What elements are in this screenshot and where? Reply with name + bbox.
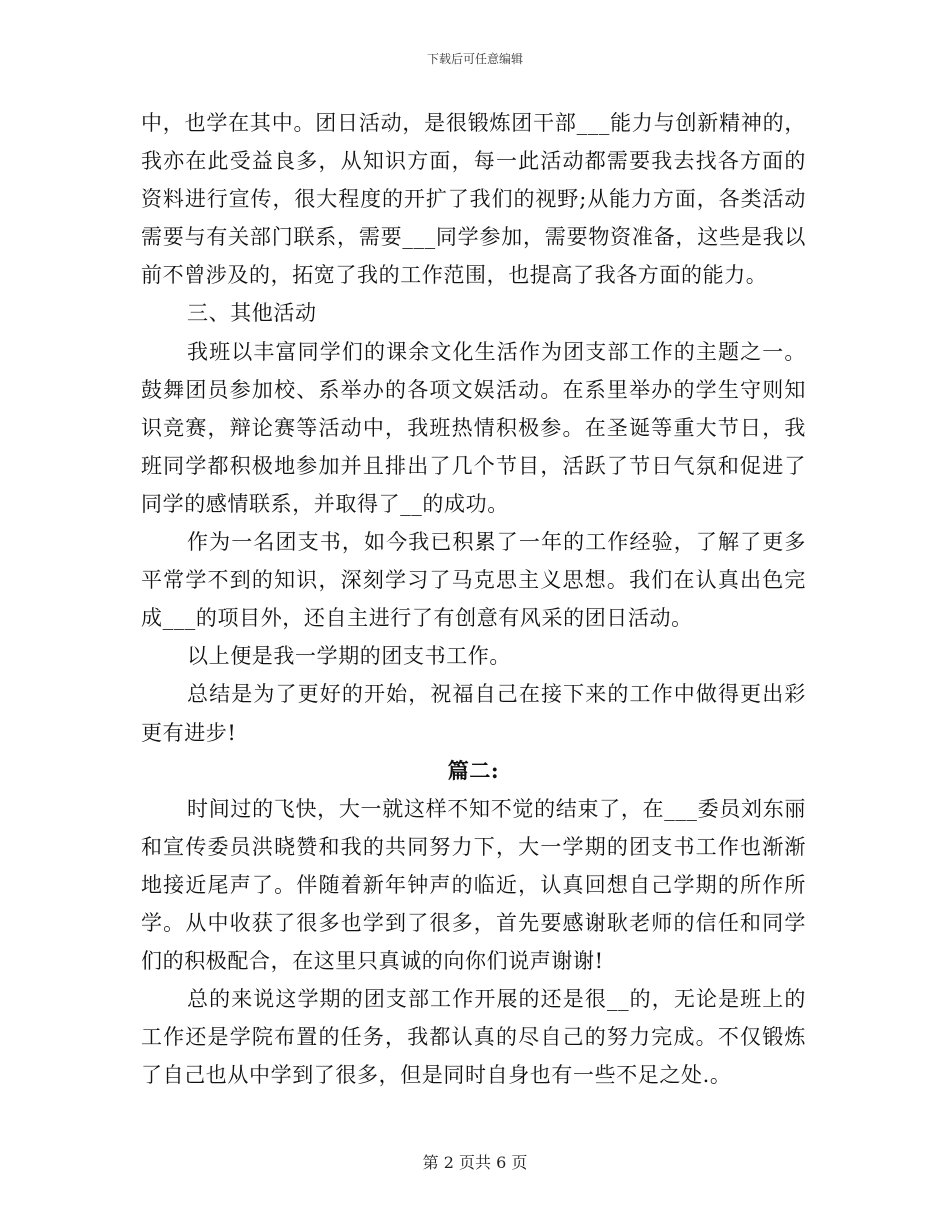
paragraph-continuation: 中，也学在其中。团日活动，是很锻炼团干部___能力与创新精神的，我亦在此受益良多，从知识方面，每一此活动都需要我去找各方面的资料进行宣传，很大程度的开扩了我们的视野;从能力方面，各类活动需要与有关部门联系，需要___同学参加，需要物资准备，这些是我以前不曾涉及的，拓宽了我的工作范围，也提高了我各方面的能力。 bbox=[141, 111, 806, 288]
section-heading-other-activities: 三、其他活动 bbox=[187, 301, 317, 326]
section-title-part-two: 篇二: bbox=[447, 757, 500, 783]
paragraph-summary-line: 以上便是我一学期的团支书工作。 bbox=[187, 644, 511, 669]
paragraph-part-two-intro: 时间过的飞快，大一就这样不知不觉的结束了，在___委员刘东丽和宣传委员洪晓赞和我的共同努力下，大一学期的团支书工作也渐渐地接近尾声了。伴随着新年钟声的临近，认真回想自己学期的所作所学。从中收获了很多也学到了很多，首先要感谢耿老师的信任和同学们的积极配合，在这里只真诚的向你们说声谢谢! bbox=[141, 796, 806, 974]
paragraph-closing: 总结是为了更好的开始，祝福自己在接下来的工作中做得更出彩更有进步! bbox=[141, 682, 806, 745]
paragraph-part-two-overview: 总的来说这学期的团支部工作开展的还是很__的，无论是班上的工作还是学院布置的任务，我都认真的尽自己的努力完成。不仅锻炼了自己也从中学到了很多，但是同时自身也有一些不足之处.。 bbox=[141, 987, 806, 1088]
paragraph-experience: 作为一名团支书，如今我已积累了一年的工作经验，了解了更多平常学不到的知识，深刻学习了马克思主义思想。我们在认真出色完成___的项目外，还自主进行了有创意有风采的团日活动。 bbox=[141, 530, 806, 631]
paragraph-activities: 我班以丰富同学们的课余文化生活作为团支部工作的主题之一。鼓舞团员参加校、系举办的各项文娱活动。在系里举办的学生守则知识竞赛，辩论赛等活动中，我班热情积极参。在圣诞等重大节日，我班同学都积极地参加并且排出了几个节目，活跃了节日气氛和促进了同学的感情联系，并取得了__的成功。 bbox=[141, 339, 806, 516]
document-body bbox=[141, 104, 806, 1094]
page-header: 下载后可任意编辑 bbox=[426, 52, 523, 66]
page-number: 第 2 页共 6 页 bbox=[422, 1153, 528, 1172]
